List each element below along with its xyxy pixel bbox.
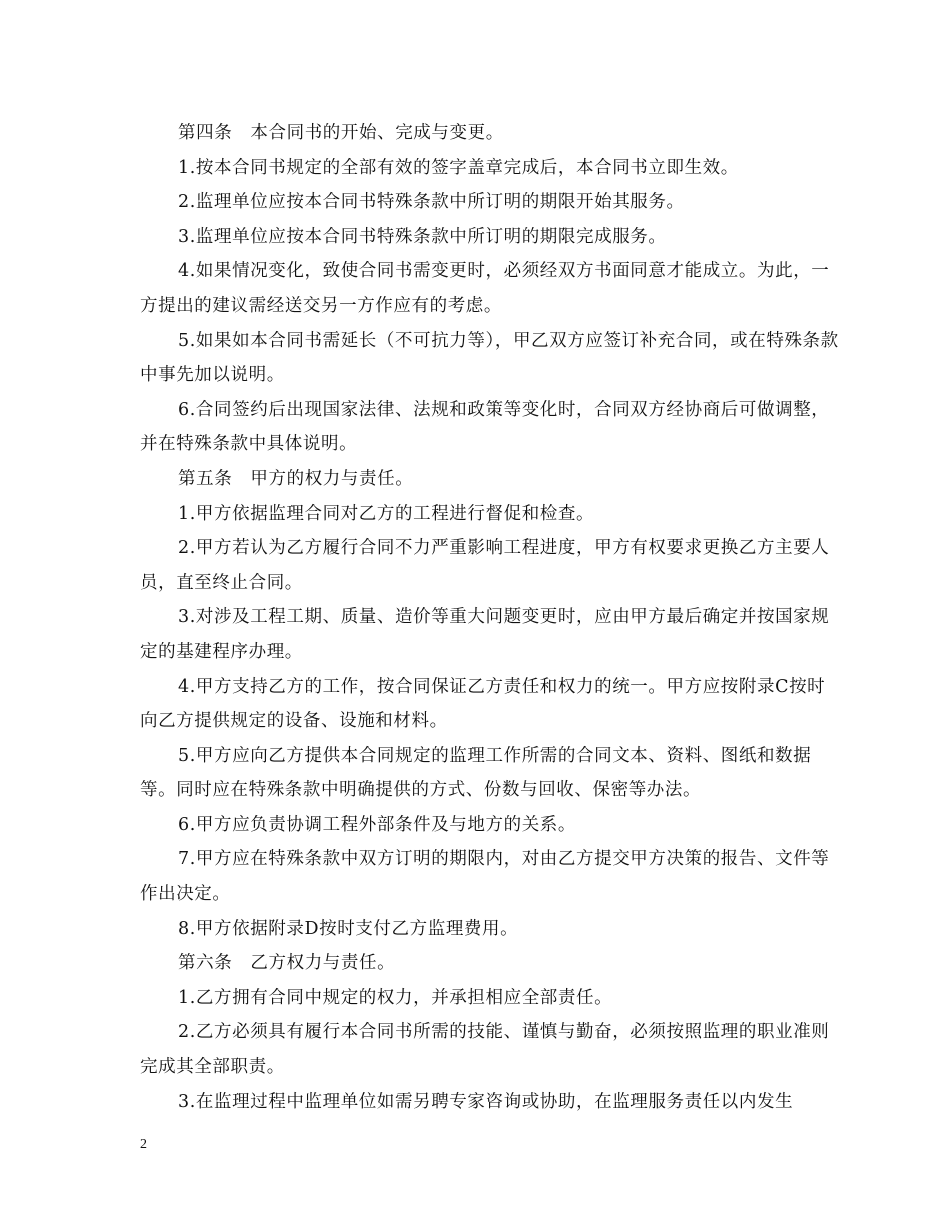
article-4-item-2: 2.监理单位应按本合同书特殊条款中所订明的期限开始其服务。 bbox=[178, 192, 685, 213]
article-5-item-1: 1.甲方依据监理合同对乙方的工程进行督促和检查。 bbox=[178, 503, 595, 524]
article-4-item-5: 5.如果如本合同书需延长（不可抗力等），甲乙双方应签订补充合同，或在特殊条款中事先加以说明。 bbox=[140, 330, 839, 386]
article-6-item-1: 1.乙方拥有合同中规定的权力，并承担相应全部责任。 bbox=[178, 987, 613, 1008]
article-4-item-4: 4.如果情况变化，致使合同书需变更时，必须经双方书面同意才能成立。为此，一方提出的建议需经送交另一方作应有的考虑。 bbox=[140, 261, 830, 316]
article-4-item-6: 6.合同签约后出现国家法律、法规和政策等变化时，合同双方经协商后可做调整，并在特殊条款中具体说明。 bbox=[140, 399, 830, 455]
article-6-item-2: 2.乙方必须具有履行本合同书所需的技能、谨慎与勤奋，必须按照监理的职业准则完成其全部职责。 bbox=[140, 1022, 830, 1078]
article-4-item-1: 1.按本合同书规定的全部有效的签字盖章完成后，本合同书立即生效。 bbox=[178, 157, 739, 178]
article-4-item-3: 3.监理单位应按本合同书特殊条款中所订明的期限完成服务。 bbox=[178, 226, 667, 247]
article-5-item-6: 6.甲方应负责协调工程外部条件及与地方的关系。 bbox=[178, 814, 576, 835]
article-5-item-2: 2.甲方若认为乙方履行合同不力严重影响工程进度，甲方有权要求更换乙方主要人员，直至终止合同。 bbox=[140, 538, 830, 593]
page-number: 2 bbox=[140, 1137, 147, 1152]
article-4-heading: 第四条 本合同书的开始、完成与变更。 bbox=[178, 123, 504, 143]
article-5-item-4: 4.甲方支持乙方的工作，按合同保证乙方责任和权力的统一。甲方应按附录C按时向乙方提供规定的设备、设施和材料。 bbox=[140, 676, 826, 732]
article-5-item-3: 3.对涉及工程工期、质量、造价等重大问题变更时，应由甲方最后确定并按国家规定的基建程序办理。 bbox=[140, 607, 830, 662]
article-5-item-8: 8.甲方依据附录D按时支付乙方监理费用。 bbox=[178, 918, 519, 939]
body-text bbox=[140, 116, 840, 1119]
article-6-item-3: 3.在监理过程中监理单位如需另聘专家咨询或协助，在监理服务责任以内发生 bbox=[178, 1091, 794, 1112]
article-5-heading: 第五条 甲方的权力与责任。 bbox=[178, 468, 414, 489]
article-5-item-5: 5.甲方应向乙方提供本合同规定的监理工作所需的合同文本、资料、图纸和数据等。同时应在特殊条款中明确提供的方式、份数与回收、保密等办法。 bbox=[140, 745, 812, 801]
article-6-heading: 第六条 乙方权力与责任。 bbox=[178, 953, 396, 974]
article-5-item-7: 7.甲方应在特殊条款中双方订明的期限内，对由乙方提交甲方决策的报告、文件等作出决定。 bbox=[140, 849, 830, 905]
